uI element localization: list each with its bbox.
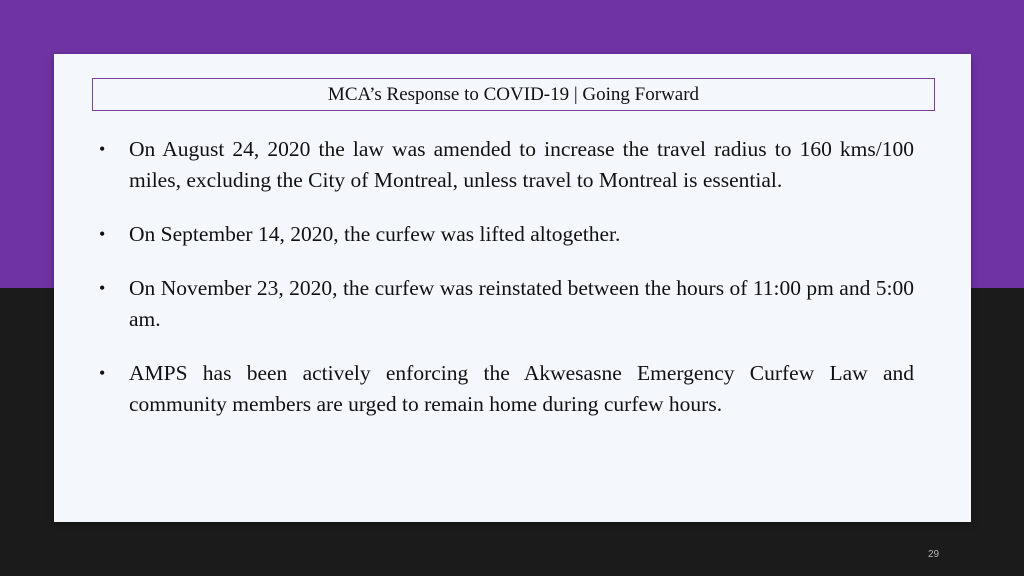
slide-content-card	[54, 54, 971, 522]
bullet-item-4	[99, 358, 914, 420]
bullet-text-2: On September 14, 2020, the curfew was lifted altogether.	[129, 222, 621, 246]
slide-title-box	[92, 78, 935, 111]
slide-page-number: 29	[928, 549, 940, 560]
bullet-list	[99, 134, 914, 443]
bullet-dot: •	[99, 224, 106, 244]
bullet-item-1	[99, 134, 914, 196]
bullet-text-3: On November 23, 2020, the curfew was reinstated between the hours of 11:00 pm and 5:00 am.	[129, 276, 914, 331]
bullet-text-1: On August 24, 2020 the law was amended to increase the travel radius to 160 kms/100 miles, excluding the City of Montreal, unless travel to Montreal is essential.	[129, 137, 914, 192]
bullet-item-3	[99, 273, 914, 335]
slide-title: MCA’s Response to COVID-19 | Going Forward	[327, 83, 700, 105]
bullet-dot: •	[99, 139, 106, 159]
bullet-text-4: AMPS has been actively enforcing the Akwesasne Emergency Curfew Law and community members are urged to remain home during curfew hours.	[129, 361, 914, 416]
bullet-dot: •	[99, 363, 106, 383]
bullet-dot: •	[99, 278, 106, 298]
bullet-item-2	[99, 219, 914, 250]
